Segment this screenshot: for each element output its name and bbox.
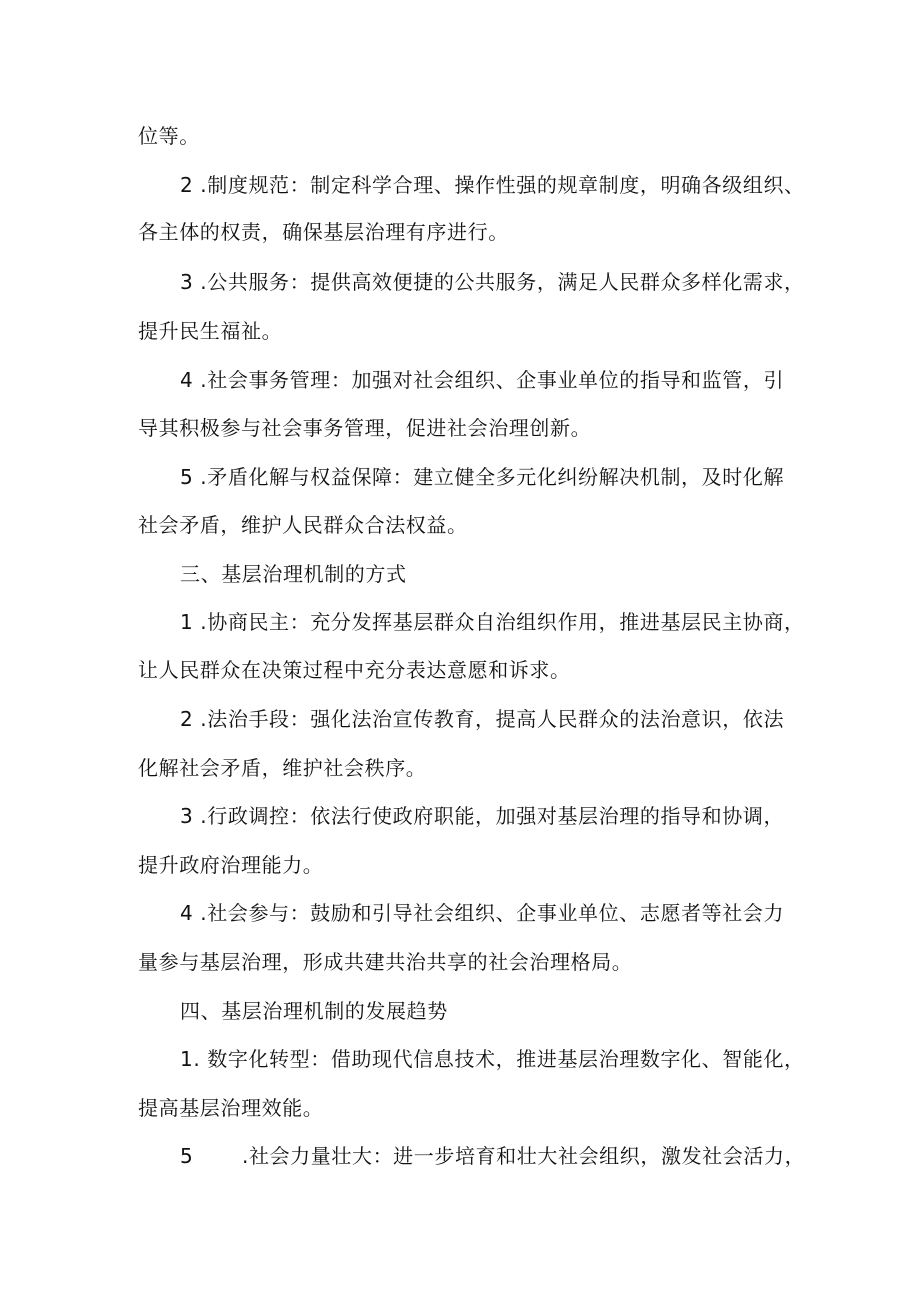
method-item-4-line-1: 4 .社会参与：鼓励和引导社会组织、企事业单位、志愿者等社会力 bbox=[180, 901, 785, 925]
list-item-3-line-1: 3 .公共服务：提供高效便捷的公共服务，满足人民群众多样化需求， bbox=[180, 270, 805, 294]
trend-item-5-line-1: 5 .社会力量壮大：进一步培育和壮大社会组织，激发社会活力， bbox=[180, 1144, 806, 1168]
list-item-4-line-1: 4 .社会事务管理：加强对社会组织、企事业单位的指导和监管，引 bbox=[180, 368, 785, 392]
trend-item-1-line-1: 1. 数字化转型：借助现代信息技术，推进基层治理数字化、智能化， bbox=[180, 1047, 805, 1071]
text-line: 位等。 bbox=[138, 124, 200, 148]
trend-item-1-line-2: 提高基层治理效能。 bbox=[138, 1096, 324, 1120]
method-item-4-line-2: 量参与基层治理，形成共建共治共享的社会治理格局。 bbox=[138, 950, 633, 974]
method-item-3-line-1: 3 .行政调控：依法行使政府职能，加强对基层治理的指导和协调， bbox=[180, 804, 785, 828]
section-heading-4: 四、基层治理机制的发展趋势 bbox=[180, 999, 448, 1023]
method-item-2-line-1: 2 .法治手段：强化法治宣传教育，提高人民群众的法治意识，依法 bbox=[180, 707, 785, 731]
method-item-3-line-2: 提升政府治理能力。 bbox=[138, 853, 324, 877]
list-item-3-line-2: 提升民生福祉。 bbox=[138, 319, 283, 343]
list-item-4-line-2: 导其积极参与社会事务管理，促进社会治理创新。 bbox=[138, 416, 592, 440]
list-item-2-line-2: 各主体的权责，确保基层治理有序进行。 bbox=[138, 220, 509, 244]
list-item-5-line-1: 5 .矛盾化解与权益保障：建立健全多元化纠纷解决机制，及时化解 bbox=[180, 465, 785, 489]
section-heading-3: 三、基层治理机制的方式 bbox=[180, 562, 407, 586]
method-item-2-line-2: 化解社会矛盾，维护社会秩序。 bbox=[138, 756, 427, 780]
list-item-5-line-2: 社会矛盾，维护人民群众合法权益。 bbox=[138, 513, 468, 537]
method-item-1-line-1: 1 .协商民主：充分发挥基层群众自治组织作用，推进基层民主协商， bbox=[180, 610, 805, 634]
list-item-2-line-1: 2 .制度规范：制定科学合理、操作性强的规章制度，明确各级组织、 bbox=[180, 173, 805, 197]
method-item-1-line-2: 让人民群众在决策过程中充分表达意愿和诉求。 bbox=[138, 658, 571, 682]
